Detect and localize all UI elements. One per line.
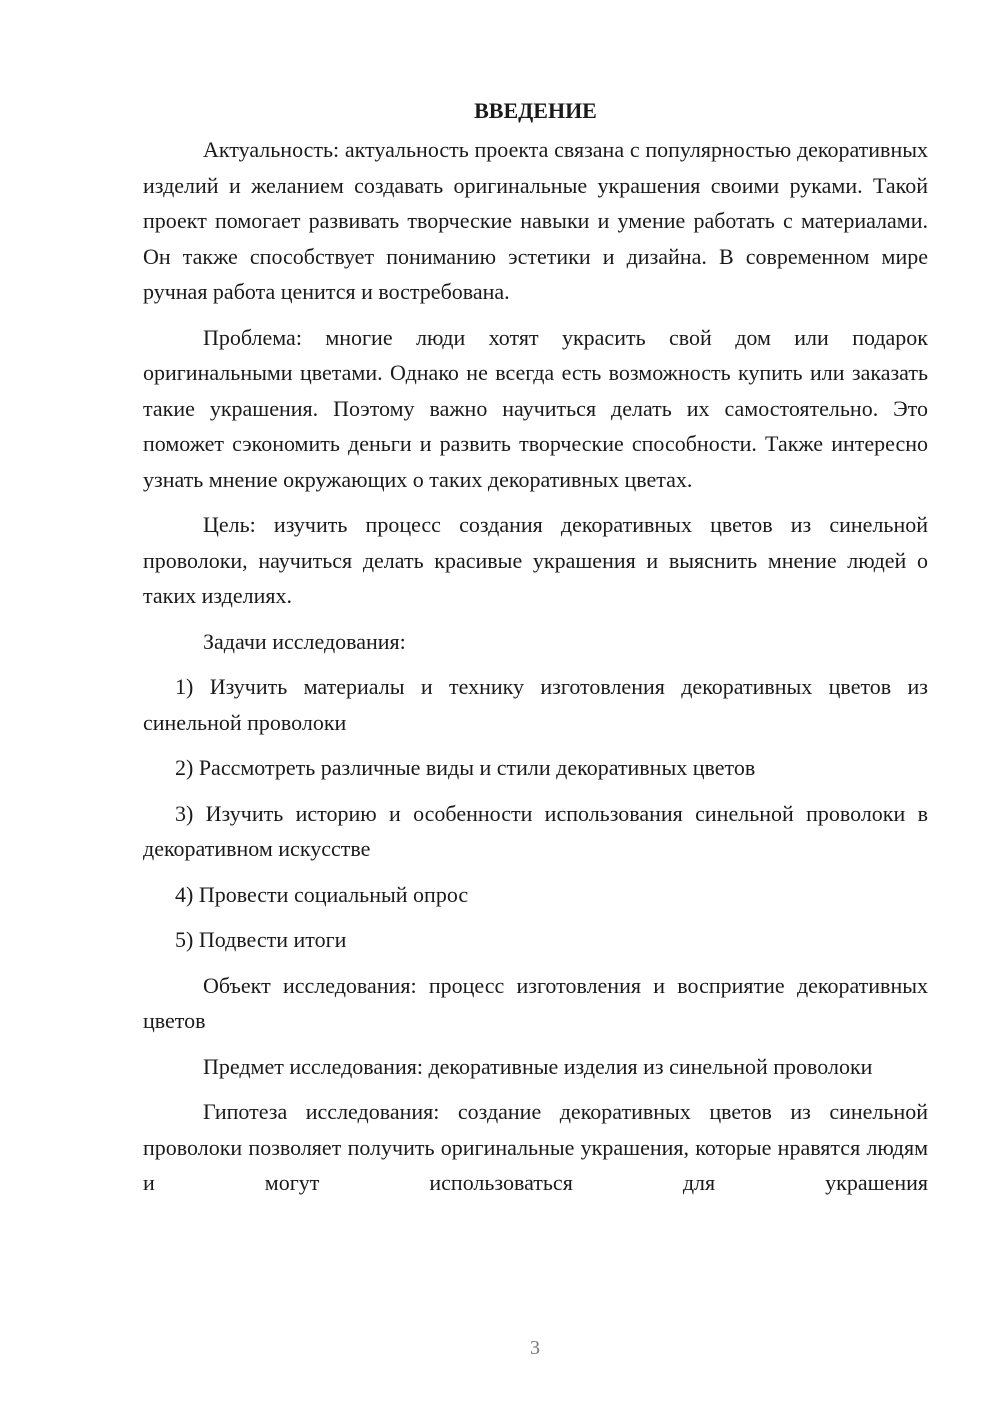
task-item-4: 4) Провести социальный опрос: [175, 881, 469, 907]
paragraph-hypothesis: Гипотеза исследования: создание декоративных цветов из синельной проволоки позволяет получить оригинальные украшения, которые нравятся людям и могут использоваться для украшения: [143, 1099, 928, 1195]
paragraph-goal: Цель: изучить процесс создания декоративных цветов из синельной проволоки, научиться делать красивые украшения и выяснить мнение людей о таких изделиях.: [143, 512, 928, 608]
task-item-1: 1) Изучить материалы и технику изготовления декоративных цветов из синельной проволоки: [143, 674, 928, 735]
paragraph-object: Объект исследования: процесс изготовления и восприятие декоративных цветов: [143, 972, 928, 1033]
page-number: 3: [530, 1337, 540, 1359]
paragraph-problem: Проблема: многие люди хотят украсить свой дом или подарок оригинальными цветами. Однако не всегда есть возможность купить или заказать такие украшения. Поэтому важно научиться делать их самостоятельно. Это поможет сэкономить деньги и развить творческие способности. Также интересно узнать мнение окружающих о таких декоративных цветах.: [143, 324, 928, 492]
paragraph-tasks-heading: Задачи исследования:: [203, 628, 406, 654]
task-item-5: 5) Подвести итоги: [175, 927, 347, 952]
page-content: [143, 96, 928, 1211]
page-title: ВВЕДЕНИЕ: [474, 98, 597, 123]
paragraph-subject: Предмет исследования: декоративные изделия из синельной проволоки: [203, 1053, 873, 1079]
task-item-3: 3) Изучить историю и особенности использования синельной проволоки в декоративном искусстве: [143, 800, 928, 861]
paragraph-relevance: Актуальность: актуальность проекта связана с популярностью декоративных изделий и желанием создавать оригинальные украшения своими руками. Такой проект помогает развивать творческие навыки и умение работать с материалами. Он также способствует пониманию эстетики и дизайна. В современном мире ручная работа ценится и востребована.: [143, 137, 928, 304]
task-item-2: 2) Рассмотреть различные виды и стили декоративных цветов: [175, 755, 756, 780]
